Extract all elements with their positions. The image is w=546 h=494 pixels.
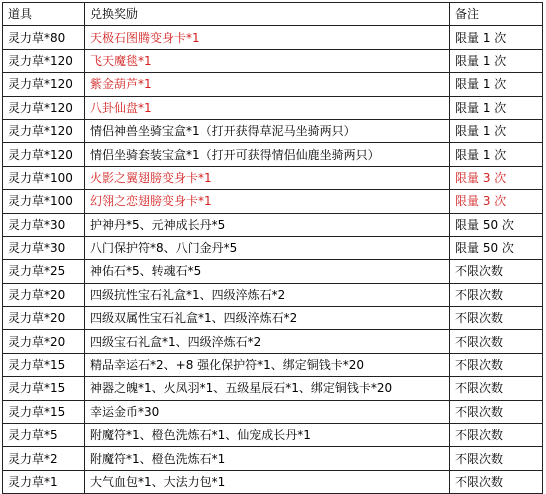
- cell-reward: 四级抗性宝石礼盒*1、四级淬炼石*2: [85, 283, 450, 306]
- table-row: [3, 49, 543, 72]
- cell-item: 灵力草*100: [3, 166, 85, 189]
- cell-reward: 附魔符*1、橙色洗炼石*1、仙宠成长丹*1: [85, 424, 450, 447]
- table-row: [3, 26, 543, 49]
- table-row: [3, 213, 543, 236]
- cell-item: 灵力草*120: [3, 96, 85, 119]
- cell-reward: 八卦仙盘*1: [85, 96, 450, 119]
- cell-item: 灵力草*1: [3, 470, 85, 493]
- header-note: 备注: [450, 3, 543, 26]
- cell-note: 限量 50 次: [450, 236, 543, 259]
- cell-item: 灵力草*30: [3, 213, 85, 236]
- cell-note: 限量 1 次: [450, 49, 543, 72]
- cell-reward: 八门保护符*8、八门金丹*5: [85, 236, 450, 259]
- cell-item: 灵力草*15: [3, 353, 85, 376]
- table-row: [3, 236, 543, 259]
- cell-item: 灵力草*80: [3, 26, 85, 49]
- table-row: [3, 143, 543, 166]
- cell-reward: 护神丹*5、元神成长丹*5: [85, 213, 450, 236]
- cell-note: 不限次数: [450, 447, 543, 470]
- table-row: [3, 260, 543, 283]
- cell-note: 不限次数: [450, 260, 543, 283]
- cell-reward: 四级双属性宝石礼盒*1、四级淬炼石*2: [85, 307, 450, 330]
- cell-reward: 大气血包*1、大法力包*1: [85, 470, 450, 493]
- cell-reward: 附魔符*1、橙色洗炼石*1: [85, 447, 450, 470]
- table-row: [3, 96, 543, 119]
- cell-item: 灵力草*20: [3, 283, 85, 306]
- table-header-row: [3, 3, 543, 26]
- cell-note: 不限次数: [450, 353, 543, 376]
- cell-note: 限量 1 次: [450, 26, 543, 49]
- cell-reward: 飞天魔毯*1: [85, 49, 450, 72]
- cell-note: 限量 1 次: [450, 119, 543, 142]
- table-row: [3, 119, 543, 142]
- table-row: [3, 447, 543, 470]
- cell-item: 灵力草*120: [3, 119, 85, 142]
- cell-note: 不限次数: [450, 470, 543, 493]
- cell-item: 灵力草*120: [3, 49, 85, 72]
- cell-item: 灵力草*5: [3, 424, 85, 447]
- cell-note: 不限次数: [450, 400, 543, 423]
- cell-reward: 神器之魄*1、火凤羽*1、五级星辰石*1、绑定铜钱卡*20: [85, 377, 450, 400]
- table-row: [3, 73, 543, 96]
- cell-item: 灵力草*25: [3, 260, 85, 283]
- cell-note: 限量 50 次: [450, 213, 543, 236]
- cell-note: 不限次数: [450, 330, 543, 353]
- cell-item: 灵力草*15: [3, 400, 85, 423]
- cell-reward: 情侣神兽坐骑宝盒*1（打开获得草泥马坐骑两只）: [85, 119, 450, 142]
- cell-item: 灵力草*2: [3, 447, 85, 470]
- table-row: [3, 283, 543, 306]
- table-row: [3, 424, 543, 447]
- table-row: [3, 166, 543, 189]
- table-row: [3, 330, 543, 353]
- cell-reward: 天极石图腾变身卡*1: [85, 26, 450, 49]
- cell-note: 不限次数: [450, 377, 543, 400]
- cell-item: 灵力草*120: [3, 73, 85, 96]
- cell-item: 灵力草*120: [3, 143, 85, 166]
- cell-note: 不限次数: [450, 424, 543, 447]
- cell-reward: 情侣坐骑套装宝盒*1（打开可获得情侣仙鹿坐骑两只）: [85, 143, 450, 166]
- header-item: 道具: [3, 3, 85, 26]
- cell-reward: 精品幸运石*2、+8 强化保护符*1、绑定铜钱卡*20: [85, 353, 450, 376]
- cell-item: 灵力草*30: [3, 236, 85, 259]
- table-row: [3, 190, 543, 213]
- cell-item: 灵力草*20: [3, 307, 85, 330]
- reward-table: [2, 2, 543, 494]
- cell-note: 限量 3 次: [450, 166, 543, 189]
- cell-item: 灵力草*15: [3, 377, 85, 400]
- table-row: [3, 400, 543, 423]
- cell-reward: 幻翎之恋翅膀变身卡*1: [85, 190, 450, 213]
- cell-note: 限量 1 次: [450, 96, 543, 119]
- cell-reward: 四级宝石礼盒*1、四级淬炼石*2: [85, 330, 450, 353]
- cell-item: 灵力草*100: [3, 190, 85, 213]
- cell-item: 灵力草*20: [3, 330, 85, 353]
- cell-note: 限量 1 次: [450, 73, 543, 96]
- table-row: [3, 353, 543, 376]
- cell-reward: 神佑石*5、转魂石*5: [85, 260, 450, 283]
- header-reward: 兑换奖励: [85, 3, 450, 26]
- cell-note: 不限次数: [450, 307, 543, 330]
- table-row: [3, 470, 543, 493]
- reward-table-container: [2, 2, 543, 494]
- table-row: [3, 377, 543, 400]
- cell-reward: 火影之翼翅膀变身卡*1: [85, 166, 450, 189]
- cell-reward: 紫金葫芦*1: [85, 73, 450, 96]
- cell-reward: 幸运金币*30: [85, 400, 450, 423]
- table-row: [3, 307, 543, 330]
- cell-note: 不限次数: [450, 283, 543, 306]
- cell-note: 限量 1 次: [450, 143, 543, 166]
- cell-note: 限量 3 次: [450, 190, 543, 213]
